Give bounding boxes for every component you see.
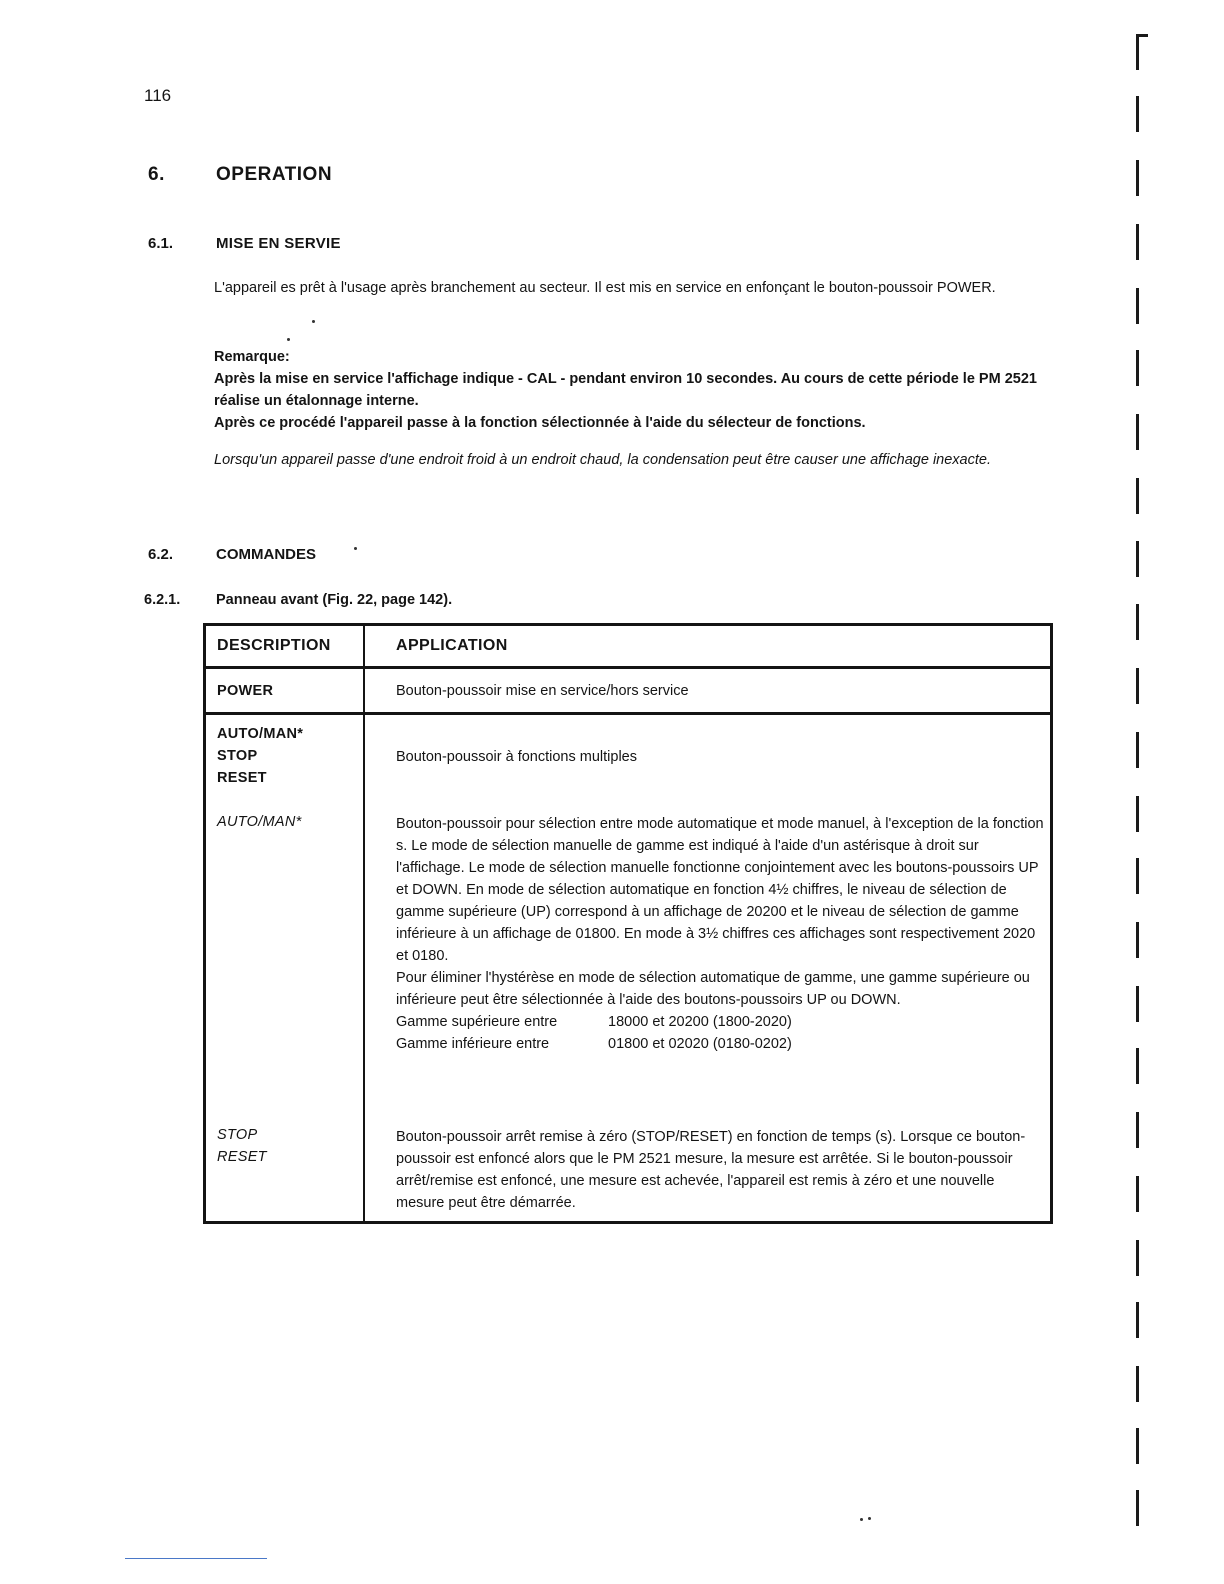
multi-text: Bouton-poussoir à fonctions multiples (396, 749, 637, 765)
margin-mark (1136, 478, 1139, 514)
automan-text-2: Pour éliminer l'hystérèse en mode de sélection automatique de gamme, une gamme supérieure ou inférieure peut être sélectionnée à l'aide des boutons-poussoirs UP ou DOWN. (396, 970, 1030, 1008)
page-number: 116 (144, 86, 172, 105)
margin-mark (1136, 922, 1139, 958)
margin-mark (1136, 1490, 1139, 1526)
margin-mark (1136, 34, 1148, 37)
subsection-2-1-number: 6.2.1. (144, 592, 181, 608)
range-upper-label: Gamme supérieure entre (396, 1014, 558, 1030)
margin-mark (1136, 1112, 1139, 1148)
margin-mark (1136, 1048, 1139, 1084)
margin-mark (1136, 414, 1139, 450)
column-divider (363, 626, 365, 1221)
margin-mark (1136, 288, 1139, 324)
range-lower-value: 01800 et 02020 (0180-0202) (608, 1036, 792, 1052)
reset-label: RESET (217, 1149, 267, 1165)
scan-speck (312, 320, 315, 323)
margin-mark (1136, 224, 1139, 260)
scan-speck (354, 547, 357, 550)
multi-label-automan: AUTO/MAN* (217, 726, 304, 742)
header-divider (206, 666, 1050, 669)
multi-label-reset: RESET (217, 770, 267, 786)
margin-mark (1136, 732, 1139, 768)
margin-mark (1136, 1240, 1139, 1276)
subsection-1-number: 6.1. (148, 235, 174, 252)
remark-text: Après la mise en service l'affichage indique - CAL - pendant environ 10 secondes. Au cours de cette période le PM 2521 réalise un étalonnage interne. (214, 371, 1037, 409)
margin-mark (1136, 350, 1139, 386)
stop-label: STOP (217, 1127, 258, 1143)
range-lower-label: Gamme inférieure entre (396, 1036, 550, 1052)
margin-mark (1136, 858, 1139, 894)
margin-mark (1136, 34, 1139, 70)
margin-mark (1136, 1366, 1139, 1402)
multi-labels (217, 723, 357, 789)
margin-mark (1136, 160, 1139, 196)
margin-mark (1136, 668, 1139, 704)
power-text: Bouton-poussoir mise en service/hors service (396, 683, 689, 699)
automan-label: AUTO/MAN* (217, 814, 302, 830)
scan-speck (287, 338, 290, 341)
remark-text-2: Après ce procédé l'appareil passe à la fonction sélectionnée à l'aide du sélecteur de fonctions. (214, 415, 866, 431)
section-title: OPERATION (216, 164, 333, 185)
margin-mark (1136, 96, 1139, 132)
power-label: POWER (217, 683, 274, 699)
remark-label: Remarque: (214, 349, 290, 365)
margin-mark (1136, 604, 1139, 640)
subsection-1-title: MISE EN SERVIE (216, 235, 341, 252)
margin-mark (1136, 986, 1139, 1022)
margin-mark (1136, 1176, 1139, 1212)
header-application: APPLICATION (396, 637, 508, 654)
intro-paragraph: L'appareil es prêt à l'usage après branchement au secteur. Il est mis en service en enfonçant le bouton-poussoir POWER. (214, 280, 996, 296)
automan-text: Bouton-poussoir pour sélection entre mode automatique et mode manuel, à l'exception de la fonction s. Le mode de sélection manuelle de gamme est indiqué à l'aide d'un astérisque à droit sur l'affichage. Le mode de sélection manuelle fonctionne conjointement avec les boutons-poussoirs UP et DOWN. En mode de sélection automatique en fonction 4½ chiffres, le niveau de sélection de gamme supérieure (UP) correspond à un affichage de 20200 et le niveau de sélection de gamme inférieure à un affichage de 01800. En mode à 3½ chiffres ces affichages sont respectivement 2020 et 0180. (396, 816, 1044, 964)
remark-block (214, 346, 1044, 434)
range-lower-row (396, 1033, 1046, 1055)
scan-speck (860, 1518, 863, 1521)
margin-mark (1136, 1428, 1139, 1464)
footer-rule (125, 1558, 267, 1559)
automan-description (396, 813, 1046, 1055)
multi-label-stop: STOP (217, 748, 258, 764)
stopreset-labels (217, 1124, 357, 1168)
condensation-note: Lorsqu'un appareil passe d'une endroit froid à un endroit chaud, la condensation peut être causer une affichage inexacte. (214, 452, 991, 468)
margin-mark (1136, 796, 1139, 832)
subsection-2-1-title: Panneau avant (Fig. 22, page 142). (216, 592, 453, 608)
range-upper-value: 18000 et 20200 (1800-2020) (608, 1014, 792, 1030)
controls-table (203, 623, 1053, 1224)
header-description: DESCRIPTION (217, 637, 331, 654)
subsection-2-number: 6.2. (148, 546, 174, 563)
row-divider (206, 712, 1050, 715)
margin-mark (1136, 1302, 1139, 1338)
range-upper-row (396, 1011, 1046, 1033)
scan-speck (868, 1517, 871, 1520)
section-number: 6. (148, 164, 165, 185)
margin-mark (1136, 541, 1139, 577)
subsection-2-title: COMMANDES (216, 546, 316, 563)
stopreset-text: Bouton-poussoir arrêt remise à zéro (STOP/RESET) en fonction de temps (s). Lorsque ce bouton-poussoir est enfoncé alors que le PM 2521 mesure, la mesure est arrêtée. Si le bouton-poussoir arrêt/remise est enfoncé, une mesure est achevée, l'appareil est remis à zéro et une nouvelle mesure peut être démarrée. (396, 1129, 1026, 1211)
